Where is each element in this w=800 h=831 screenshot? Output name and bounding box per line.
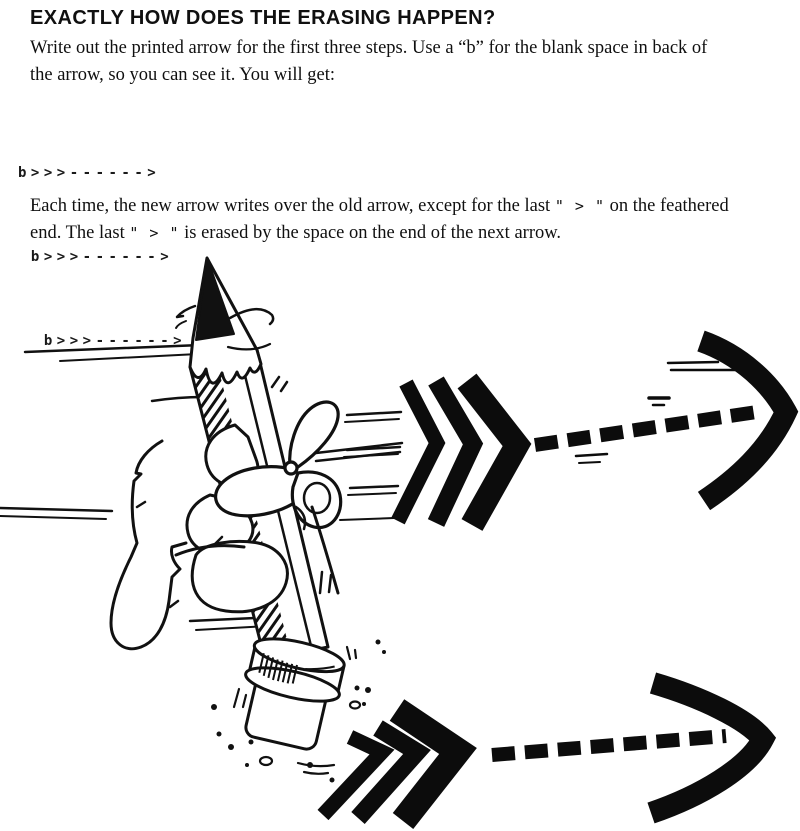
bow-upper-loop: [290, 402, 338, 467]
text-segment: on the feathered: [604, 196, 729, 216]
section-heading: EXACTLY HOW DOES THE ERASING HAPPEN?: [30, 7, 496, 29]
text-segment: is erased by the space on the end of the next arrow.: [179, 223, 562, 243]
bow-knot: [285, 462, 297, 474]
bottom-arrow-feathers: [323, 710, 458, 821]
intro-paragraph: [30, 35, 782, 89]
intro-paragraph-line1: Write out the printed arrow for the first three steps. Use a “b” for the blank space in back of: [30, 38, 708, 58]
inline-arrow-char: " > ": [129, 224, 180, 242]
text-segment: end. The last: [30, 223, 130, 243]
top-printed-arrow: [398, 341, 786, 525]
explanation-line2: [30, 220, 786, 247]
bottom-arrow-head: [651, 683, 763, 813]
pencil-erasing-arrow-illustration: [0, 255, 800, 831]
top-arrow-feathers: [398, 381, 517, 525]
inline-arrow-char: " > ": [554, 197, 605, 215]
intro-paragraph-line2: the arrow, so you can see it. You will get:: [30, 65, 336, 85]
code-line: b>>>------>: [18, 333, 187, 349]
code-line: b>>>------>: [18, 249, 174, 265]
top-arrow-shaft-dashes: [535, 412, 757, 445]
code-line: b>>>------>: [18, 165, 161, 181]
hand-palm: [192, 542, 287, 612]
pencil-ferrule-eraser: [232, 632, 349, 754]
bottom-arrow-shaft-dashes: [492, 736, 726, 755]
string-end-right: [316, 452, 400, 461]
hand-hanging-finger: [111, 441, 186, 649]
bottom-printed-arrow: [323, 683, 763, 821]
explanation-paragraph: [30, 193, 786, 247]
explanation-line1: [30, 193, 786, 220]
text-segment: Each time, the new arrow writes over the old arrow, except for the last: [30, 196, 555, 216]
